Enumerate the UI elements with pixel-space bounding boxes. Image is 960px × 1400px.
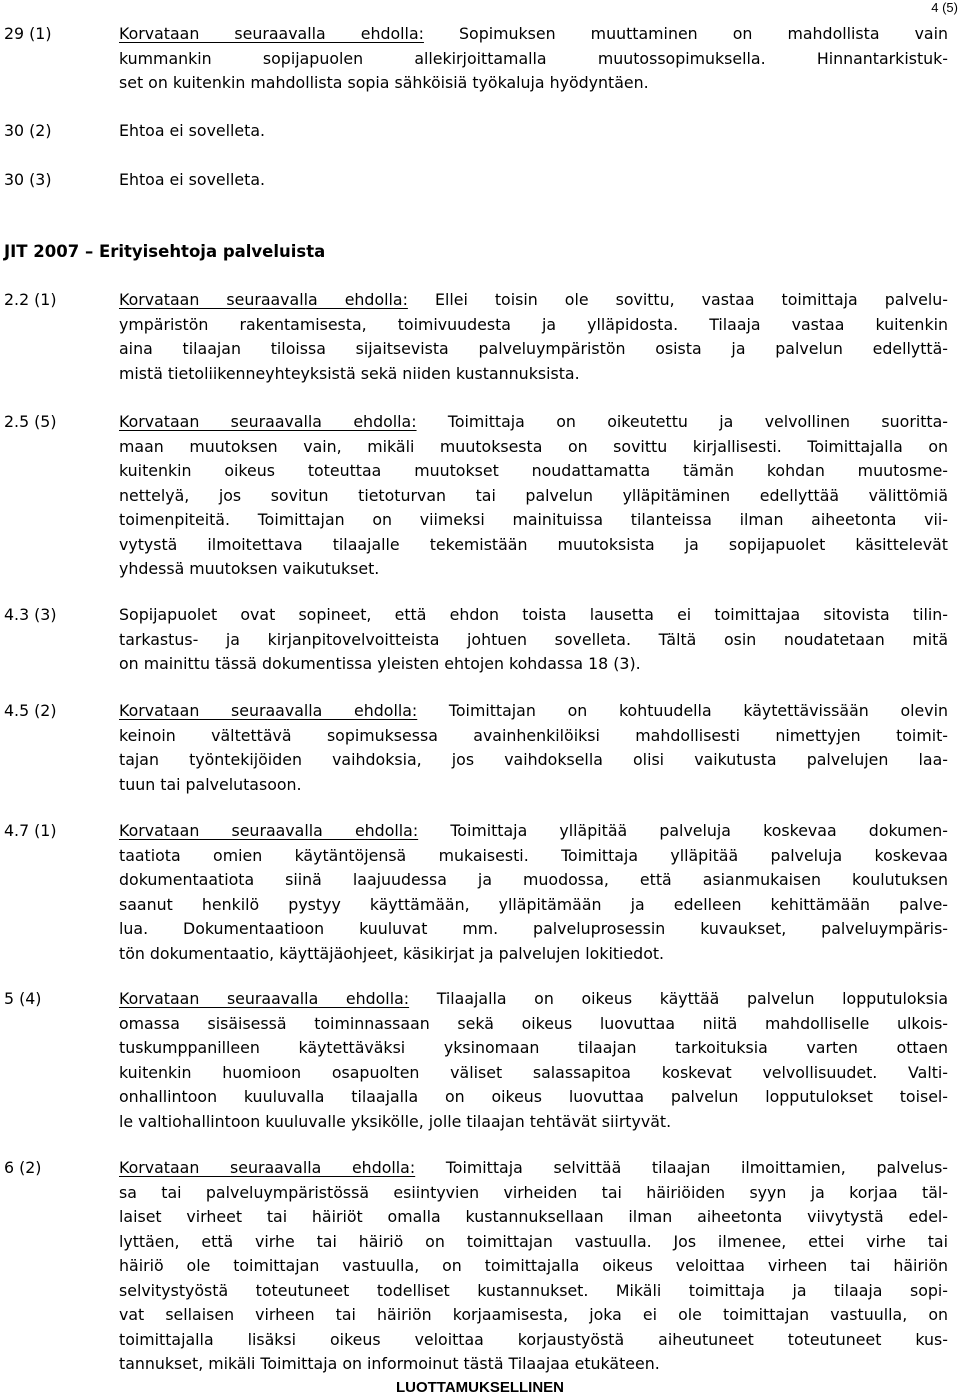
- page-number: 4 (5): [931, 0, 958, 15]
- text-line: Ehtoa ei sovelleta.: [119, 170, 266, 189]
- text-line: Korvataan seuraavalla ehdolla: Ellei toisin ole sovittu, vastaa toimittaja palvelu-: [119, 290, 949, 309]
- text-line: Korvataan seuraavalla ehdolla: Toimittaja on oikeutettu ja velvollinen suoritta-: [119, 412, 948, 431]
- clause-text: [119, 603, 948, 677]
- clause-text: [119, 168, 948, 193]
- lead-phrase: Korvataan seuraavalla ehdolla:: [119, 821, 419, 840]
- text-line: Sopijapuolet ovat sopineet, että ehdon toista lausetta ei toimittajaa sitovista tilin-: [119, 605, 948, 624]
- text-line: Korvataan seuraavalla ehdolla: Toimittajan on kohtuudella käytettävissään olevin: [119, 701, 948, 720]
- text-line: tannukset, mikäli Toimittaja on informoinut tästä Tilaajaa etukäteen.: [119, 1354, 660, 1373]
- clause-number: 2.2 (1): [4, 290, 57, 309]
- clause-number: 4.3 (3): [4, 605, 57, 624]
- text-line: kummankin sopijapuolen allekirjoittamalla muutossopimuksella. Hinnantarkistuk-: [119, 48, 948, 68]
- text-line: omassa sisäisessä toiminnassaan sekä oikeus luovuttaa niitä mahdolliselle ulkois-: [119, 1013, 948, 1033]
- clause-number: 30 (3): [4, 170, 52, 189]
- clause-number: 4.7 (1): [4, 821, 57, 840]
- text-line: tön dokumentaatio, käyttäjäohjeet, käsikirjat ja palvelujen lokitiedot.: [119, 943, 665, 963]
- text-line: tuun tai palvelutasoon.: [119, 774, 302, 794]
- clause-text: [119, 22, 948, 96]
- clause-number: 4.5 (2): [4, 701, 57, 720]
- text-line: dokumentaatiota siinä laajuudessa ja muodossa, että asianmukaisen koulutuksen: [119, 870, 948, 889]
- clause-text: [119, 819, 948, 966]
- text-line: lyttäen, että virhe tai häiriö on toimittajan vastuulla. Jos ilmenee, ettei virhe tai: [119, 1231, 948, 1251]
- lead-phrase: Korvataan seuraavalla ehdolla:: [119, 1158, 416, 1177]
- text-line: le valtiohallintoon kuuluvalle yksikölle, jolle tilaajan tehtävät siirtyvät.: [119, 1111, 672, 1131]
- text-line: taatiota omien käytäntöjensä mukaisesti. Toimittaja ylläpitää palveluja koskevaa: [119, 845, 948, 865]
- text-line: mistä tietoliikenneyhteyksistä sekä niiden kustannuksista.: [119, 363, 580, 383]
- text-line: nettelyä, jos sovitun tietoturvan tai palvelun ylläpitäminen edellyttää välittömiä: [119, 485, 948, 505]
- text-line: tajan työntekijöiden vaihdoksia, jos vaihdoksella olisi vaikutusta palvelujen laa-: [119, 750, 948, 769]
- text-line: tarkastus- ja kirjanpitovelvoitteista johtuen sovelleta. Tältä osin noudatetaan mitä: [119, 629, 948, 649]
- lead-phrase: Korvataan seuraavalla ehdolla:: [119, 290, 408, 309]
- section-heading: JIT 2007 – Erityisehtoja palveluista: [4, 242, 326, 261]
- lead-phrase: Korvataan seuraavalla ehdolla:: [119, 989, 410, 1008]
- clause-number: 29 (1): [4, 24, 52, 43]
- text-line: vytystä ilmoitettava tilaajalle tekemistään muutoksista ja sopijapuolet käsittelevät: [119, 534, 948, 554]
- text-line: Korvataan seuraavalla ehdolla: Toimittaja ylläpitää palveluja koskevaa dokumen-: [119, 821, 948, 840]
- clause-text: [119, 987, 948, 1134]
- clause-number: 6 (2): [4, 1158, 42, 1177]
- text-line: ympäristön rakentamisesta, toimivuudesta ja ylläpidosta. Tilaaja vastaa kuitenkin: [119, 314, 948, 334]
- text-line: Korvataan seuraavalla ehdolla: Tilaajalla on oikeus käyttää palvelun lopputuloksia: [119, 989, 948, 1008]
- text-line: on mainittu tässä dokumentissa yleisten ehtojen kohdassa 18 (3).: [119, 654, 641, 673]
- clause-number: 5 (4): [4, 989, 42, 1008]
- text-line: toimenpiteitä. Toimittajan on viimeksi mainituissa tilanteissa ilman aiheetonta vii-: [119, 510, 948, 529]
- clause-text: [119, 1156, 948, 1377]
- text-line: vat sellaisen virheen tai häiriön korjaamisesta, joka ei ole toimittajan vastuulla, on: [119, 1305, 948, 1324]
- clause-text: [119, 119, 948, 144]
- clause-number: 30 (2): [4, 121, 52, 140]
- lead-phrase: Korvataan seuraavalla ehdolla:: [119, 412, 417, 431]
- lead-phrase: Korvataan seuraavalla ehdolla:: [119, 24, 424, 43]
- text-line: laiset virheet tai häiriöt omalla kustannuksellaan ilman aiheetonta viivytystä edel-: [119, 1207, 948, 1226]
- lead-phrase: Korvataan seuraavalla ehdolla:: [119, 701, 418, 720]
- text-line: tuskumppanilleen käytettäväksi yksinomaan tilaajan tarkoituksia varten ottaen: [119, 1038, 948, 1057]
- text-line: yhdessä muutoksen vaikutukset.: [119, 559, 380, 578]
- clause-number: 2.5 (5): [4, 412, 57, 431]
- text-line: maan muutoksen vain, mikäli muutoksesta on sovittu kirjallisesti. Toimittajalla on: [119, 436, 948, 456]
- text-line: Ehtoa ei sovelleta.: [119, 121, 266, 140]
- clause-text: [119, 410, 948, 582]
- text-line: toimittajalla lisäksi oikeus veloittaa korjaustyöstä aiheutuneet toteutuneet kus-: [119, 1329, 948, 1349]
- clause-text: [119, 288, 948, 386]
- text-line: sa tai palveluympäristössä esiintyvien virheiden tai häiriöiden syyn ja korjaa täl-: [119, 1182, 948, 1202]
- text-line: onhallintoon kuuluvalla tilaajalla on oikeus luovuttaa palvelun lopputulokset toisel-: [119, 1087, 948, 1106]
- text-line: selvitystyöstä toteutuneet todelliset kustannukset. Mikäli toimittaja ja tilaaja sopi-: [119, 1280, 948, 1300]
- text-line: saanut henkilö pystyy käyttämään, ylläpitämään ja edelleen kehittämään palve-: [119, 894, 948, 914]
- text-line: aina tilaajan tiloissa sijaitsevista palveluympäristön osista ja palvelun edellyttä-: [119, 339, 948, 358]
- text-line: set on kuitenkin mahdollista sopia sähköisiä työkaluja hyödyntäen.: [119, 73, 649, 92]
- text-line: Korvataan seuraavalla ehdolla: Toimittaja selvittää tilaajan ilmoittamien, palvelus-: [119, 1158, 948, 1177]
- text-line: Korvataan seuraavalla ehdolla: Sopimuksen muuttaminen on mahdollista vain: [119, 24, 949, 43]
- text-line: kuitenkin oikeus toteuttaa muutokset noudattamatta tämän kohdan muutosme-: [119, 461, 948, 480]
- text-line: lua. Dokumentaatioon kuuluvat mm. palveluprosessin kuvaukset, palveluympäris-: [119, 919, 948, 938]
- text-line: häiriö ole toimittajan vastuulla, on toimittajalla oikeus veloittaa virheen tai häiriön: [119, 1256, 948, 1275]
- confidentiality-footer: LUOTTAMUKSELLINEN: [395, 1379, 565, 1396]
- text-line: keinoin vältettävä sopimuksessa avainhenkilöiksi mahdollisesti nimettyjen toimit-: [119, 725, 948, 745]
- clause-text: [119, 699, 948, 797]
- text-line: kuitenkin huomioon osapuolten väliset salassapitoa koskevat velvollisuudet. Valti-: [119, 1062, 948, 1082]
